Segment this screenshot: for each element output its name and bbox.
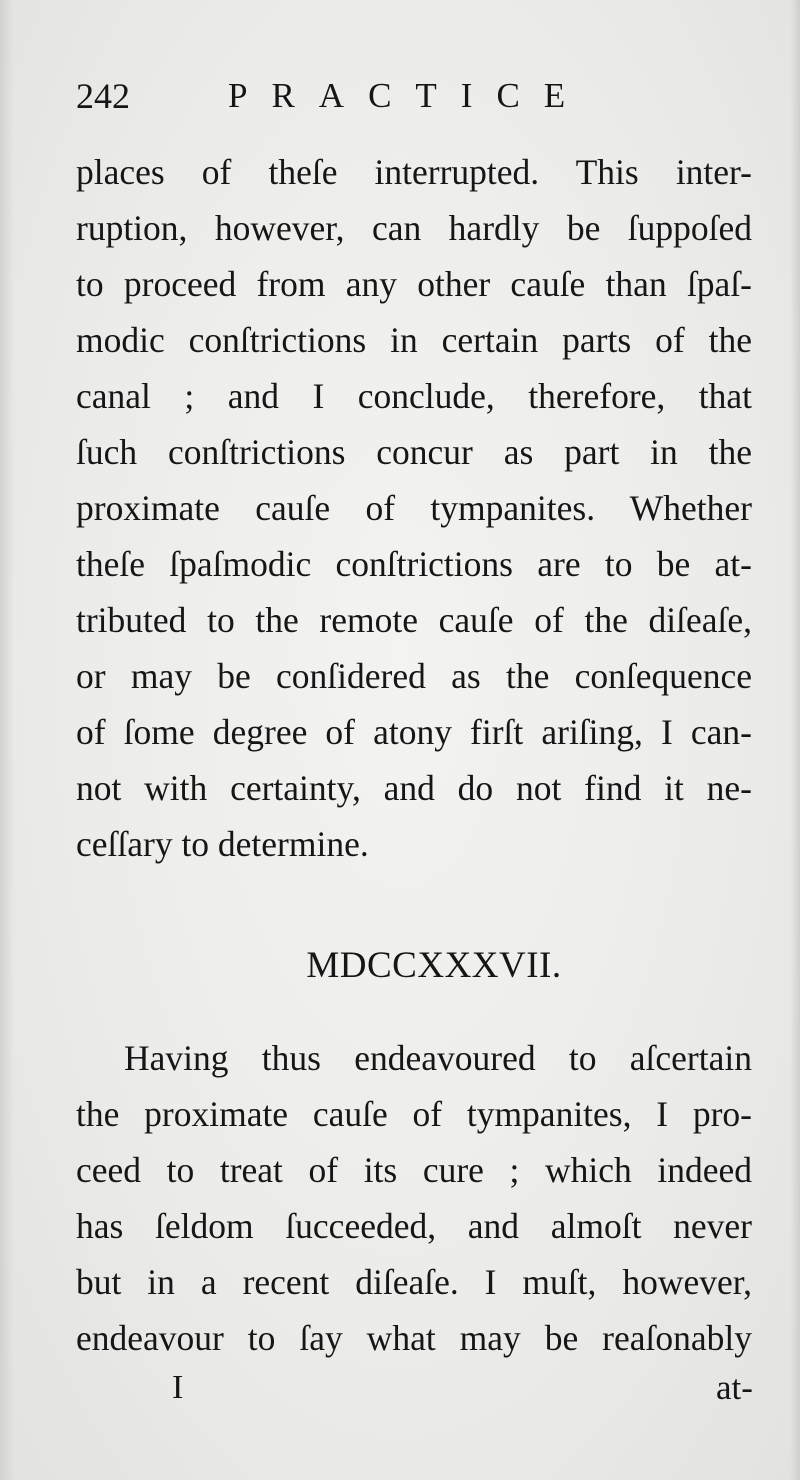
text-line: canal ; and I conclude, therefore, that (76, 376, 752, 416)
text-line: or may be conſidered as the conſequence (76, 656, 752, 696)
text-line: modic conſtrictions in certain parts of the (76, 320, 752, 360)
text-line: has ſeldom ſucceeded, and almoſt never (76, 1206, 752, 1246)
text-line: of ſome degree of atony firſt ariſing, I can- (76, 712, 752, 752)
page-number: 242 (76, 76, 130, 116)
text-line: endeavour to ſay what may be reaſonably (76, 1318, 752, 1358)
text-line: proximate cauſe of tympanites. Whether (76, 488, 752, 528)
text-line: ceed to treat of its cure ; which indeed (76, 1150, 752, 1190)
text-line: Having thus endeavoured to aſcertain (124, 1038, 752, 1078)
text-line: tributed to the remote cauſe of the diſeaſe, (76, 600, 752, 640)
section-heading: MDCCXXXVII. (306, 945, 562, 986)
text-line: ſuch conſtrictions concur as part in the (76, 432, 752, 472)
text-line: ruption, however, can hardly be ſuppoſed (76, 208, 752, 248)
running-head: PRACTICE (228, 76, 590, 115)
catchword: at- (716, 1368, 753, 1407)
page-left-shadow (0, 0, 14, 1480)
text-line: ceſſary to determine. (76, 824, 369, 864)
signature-mark: I (172, 1369, 184, 1406)
text-line: but in a recent diſeaſe. I muſt, however, (76, 1262, 752, 1302)
text-line: theſe ſpaſmodic conſtrictions are to be at- (76, 544, 752, 584)
paragraph-2 (76, 1030, 752, 1366)
text-line: the proximate cauſe of tympanites, I pro- (76, 1094, 752, 1134)
text-line: not with certainty, and do not find it ne- (76, 768, 752, 808)
page-right-shadow (790, 0, 800, 1480)
page-header (76, 66, 756, 126)
paragraph-1 (76, 144, 752, 872)
text-line: places of theſe interrupted. This inter- (76, 152, 752, 192)
text-line: to proceed from any other cauſe than ſpaſ- (76, 264, 752, 304)
